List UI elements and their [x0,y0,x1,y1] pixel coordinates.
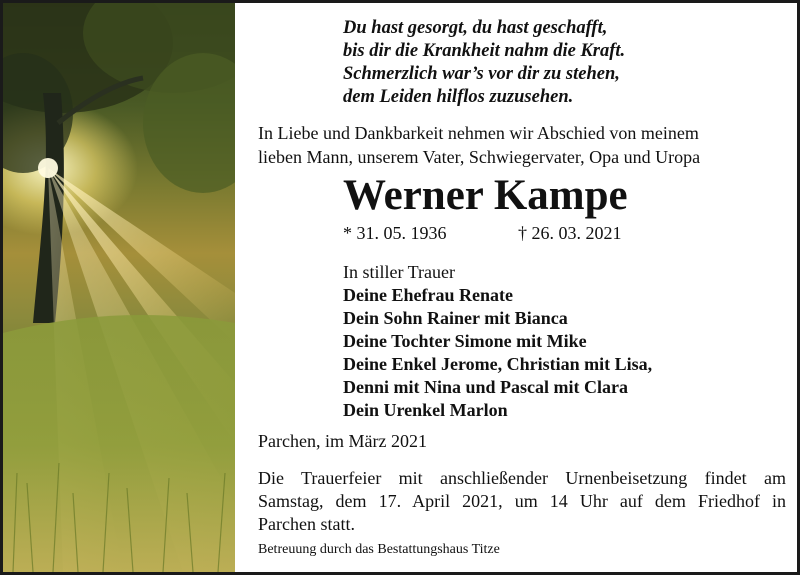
mourners-intro: In stiller Trauer [343,262,455,282]
mourner-line: Dein Urenkel Marlon [343,400,508,420]
intro-line: In Liebe und Dankbarkeit nehmen wir Abschied von meinem [258,123,699,143]
birth-date: * 31. 05. 1936 [343,223,447,243]
poem [343,17,783,109]
mourner-line: Dein Sohn Rainer mit Bianca [343,308,568,328]
ceremony-line: Parchen statt. [258,514,355,534]
deceased-name: Werner Kampe [343,172,628,219]
intro-line: lieben Mann, unserem Vater, Schwiegervater, Opa und Uropa [258,147,701,167]
mourner-line: Denni mit Nina und Pascal mit Clara [343,377,629,397]
forest-illustration [3,3,235,572]
forest-sunlight-photo [3,3,235,572]
poem-line: dem Leiden hilflos zuzusehen. [343,87,574,107]
life-dates [343,221,643,245]
intro-text [258,121,786,169]
place-date: Parchen, im März 2021 [258,431,427,451]
ceremony-line: Die Trauerfeier mit anschließender Urnenbeisetzung findet am [258,468,786,488]
undertaker-credit: Betreuung durch das Bestattungshaus Titze [258,542,500,557]
mourner-line: Deine Ehefrau Renate [343,285,513,305]
poem-line: bis dir die Krankheit nahm die Kraft. [343,41,626,61]
poem-line: Schmerzlich war’s vor dir zu stehen, [343,64,620,84]
ceremony-line: Samstag, dem 17. April 2021, um 14 Uhr auf dem Friedhof in [258,491,786,511]
mourner-line: Deine Tochter Simone mit Mike [343,331,587,351]
poem-line: Du hast gesorgt, du hast geschafft, [343,18,608,38]
mourners [343,261,783,422]
death-date: † 26. 03. 2021 [518,223,622,243]
ceremony-info [258,467,786,536]
mourner-line: Deine Enkel Jerome, Christian mit Lisa, [343,354,653,374]
